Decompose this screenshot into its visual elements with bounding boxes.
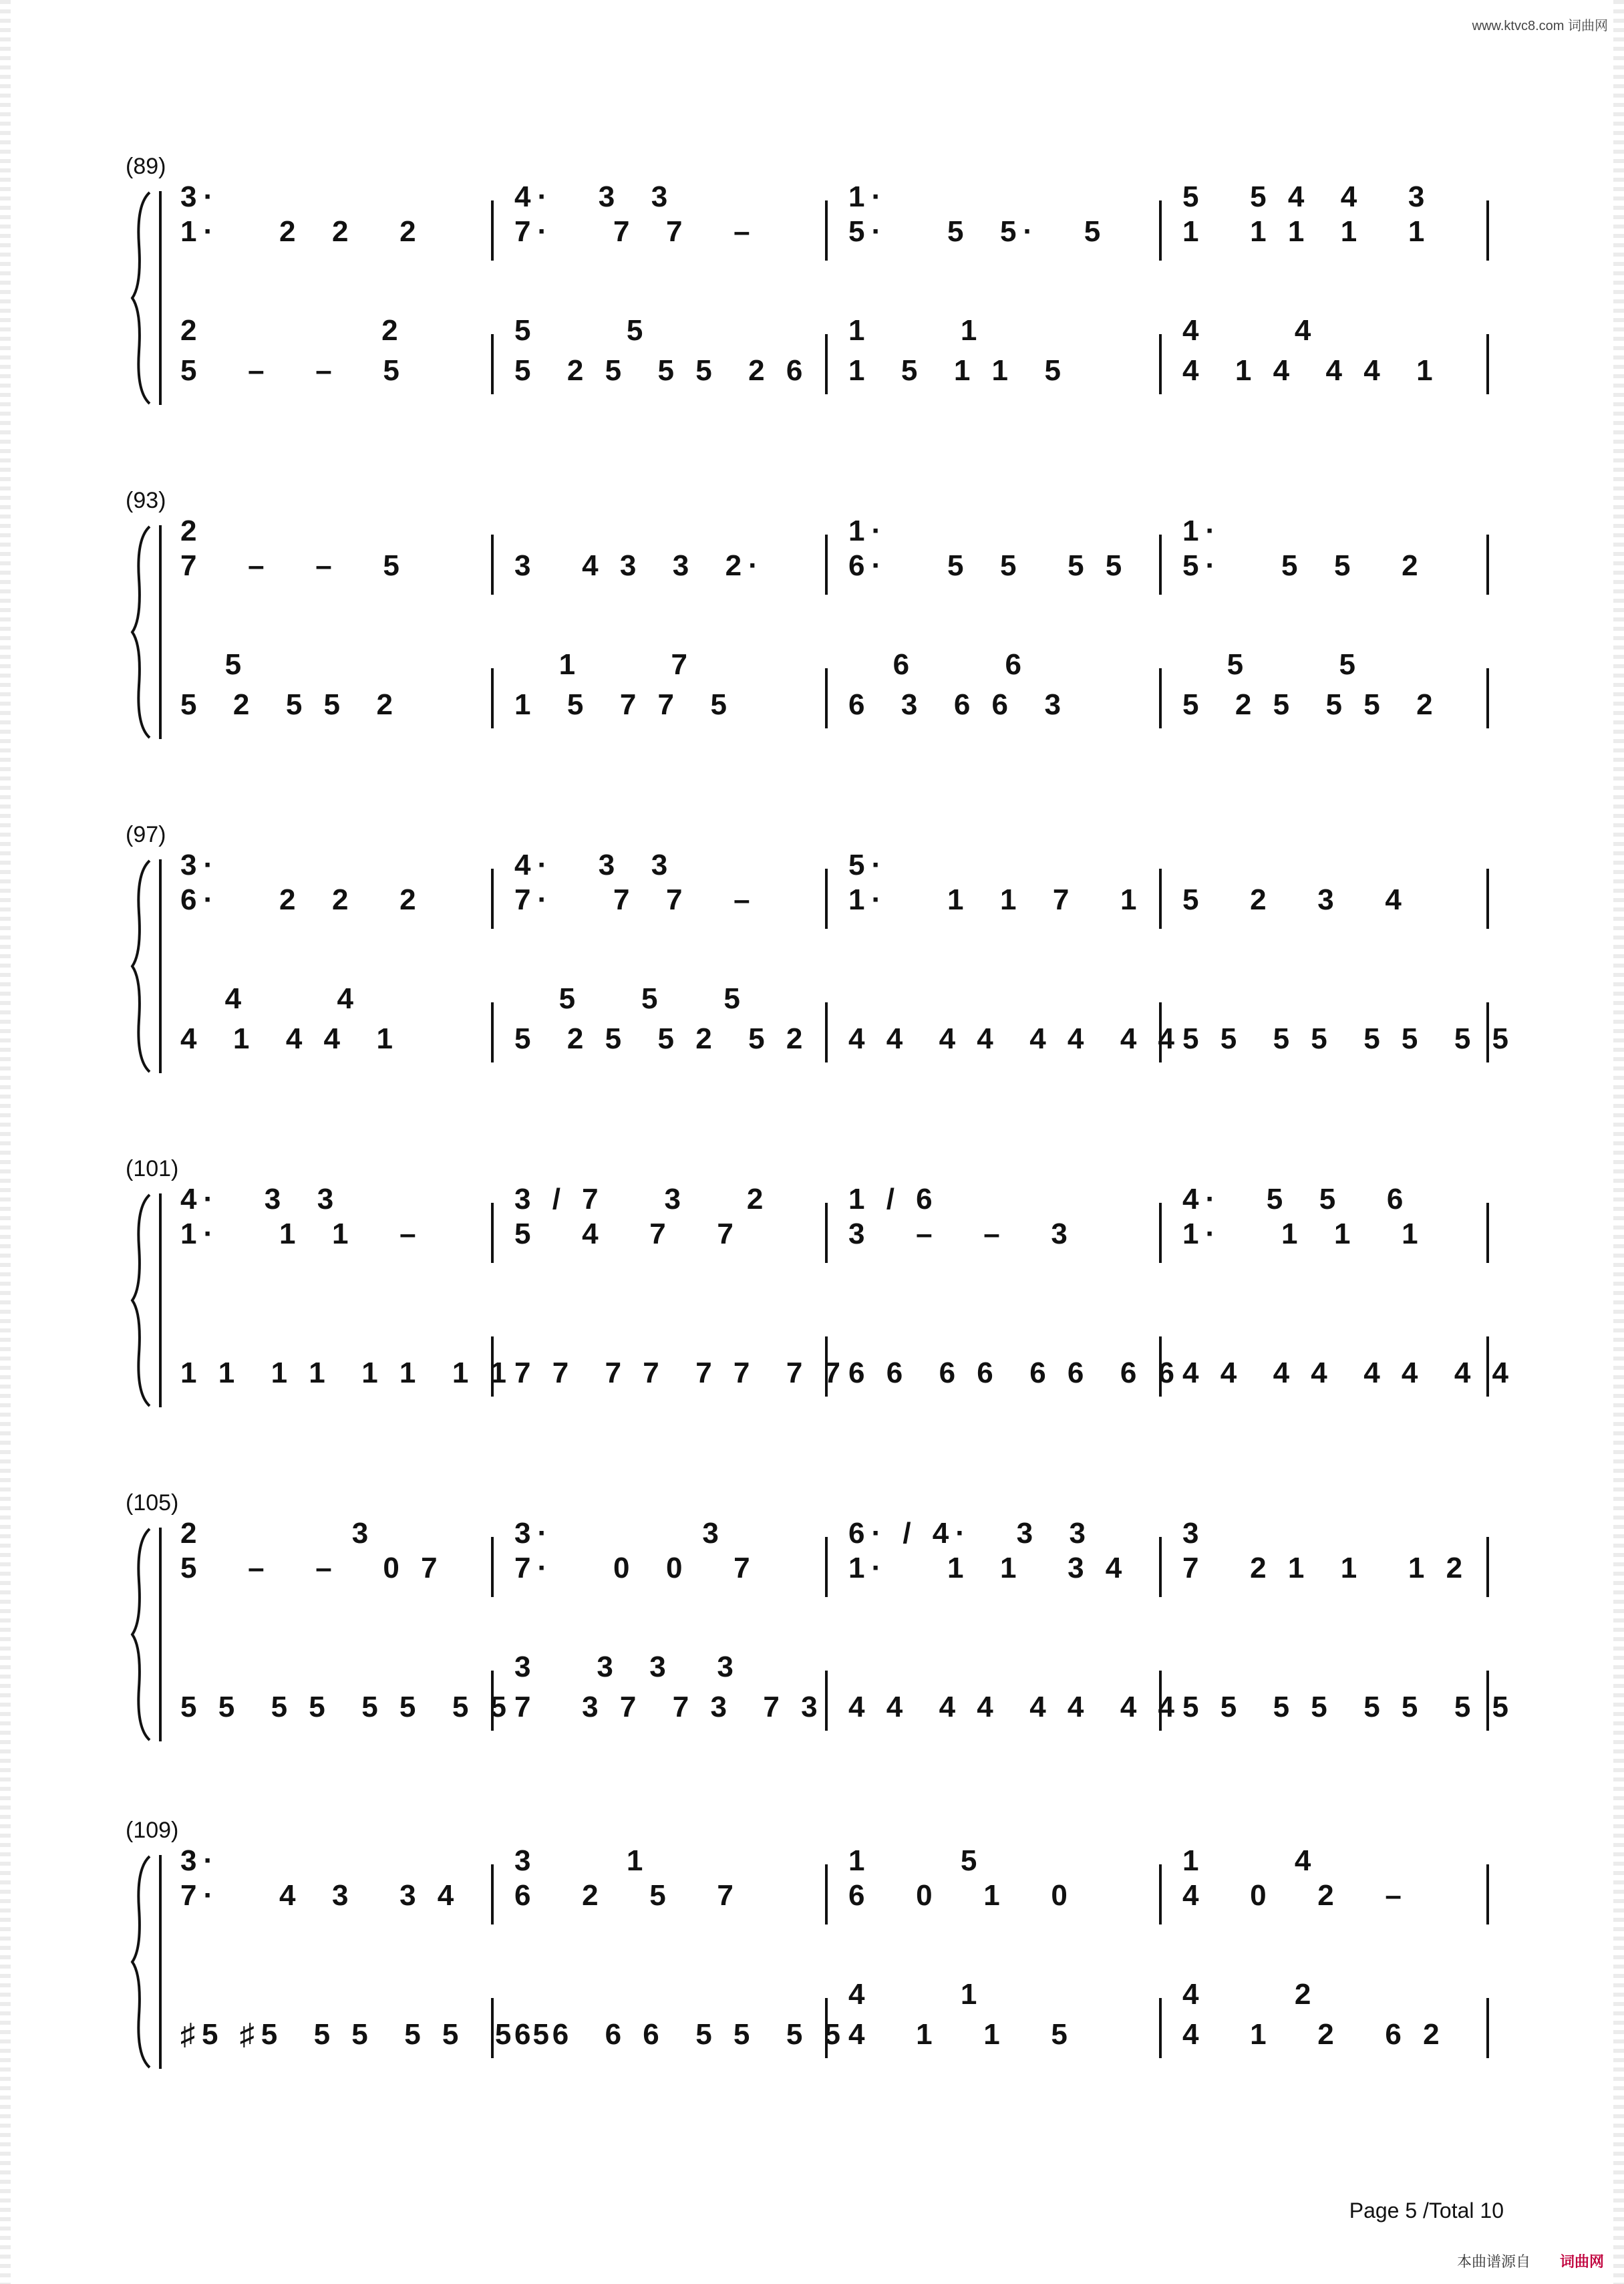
measure-number: (109) [126, 1818, 179, 1843]
upper-top-notes: 3 [1182, 1517, 1206, 1550]
measure-number: (93) [126, 488, 166, 513]
lower-notes: 4 4 4 4 4 4 4 4 [848, 1691, 1182, 1723]
page-indicator: Page 5 /Total 10 [1349, 2198, 1504, 2223]
upper-notes: 7· 0 0 7 [514, 1552, 757, 1584]
lower-notes: 4 1 4 4 4 1 [1182, 354, 1440, 387]
upper-top-notes: 5· [848, 849, 888, 881]
lower-top-notes: 6 6 [848, 648, 1028, 681]
barline [1486, 869, 1489, 929]
system-barline [159, 525, 162, 739]
left-margin-strip [0, 0, 11, 2284]
lower-notes: 4 4 4 4 4 4 4 4 [1182, 1357, 1516, 1389]
upper-notes: 1· 2 2 2 [180, 215, 423, 248]
brace-icon [130, 859, 155, 1073]
upper-notes: 1 1 1 1 1 [1182, 215, 1432, 248]
barline [1486, 200, 1489, 261]
upper-top-notes: 2 3 [180, 1517, 375, 1550]
upper-top-notes: 4· 5 5 6 [1182, 1183, 1410, 1216]
lower-notes: 6 6 6 6 6 6 6 6 [848, 1357, 1182, 1389]
barline [1159, 1998, 1162, 2058]
upper-top-notes: 1 5 [848, 1844, 984, 1877]
upper-notes: 5 4 7 7 [514, 1218, 740, 1250]
lower-notes: 1 5 7 7 5 [514, 688, 734, 721]
lower-top-notes: 4 4 [1182, 314, 1318, 347]
barline [825, 200, 828, 261]
lower-top-notes: 3 3 3 3 [514, 1651, 740, 1683]
barline [825, 1002, 828, 1062]
brace-icon [130, 525, 155, 739]
lower-notes: 4 1 2 6 2 [1182, 2018, 1446, 2051]
lower-notes: 5 2 5 5 2 [180, 688, 399, 721]
lower-notes: ♯5 ♯5 5 5 5 5 5 5 [180, 2018, 556, 2051]
upper-top-notes: 1 / 6 [848, 1183, 939, 1216]
upper-top-notes: 2 [180, 515, 204, 547]
upper-notes: 6 0 1 0 [848, 1879, 1074, 1912]
barline [825, 668, 828, 728]
site-logo: 词曲网 [1559, 2253, 1604, 2270]
upper-top-notes: 3· [180, 849, 220, 881]
lower-notes: 4 1 1 5 [848, 2018, 1074, 2051]
lower-top-notes: 5 [180, 648, 249, 681]
system-barline [159, 1855, 162, 2069]
upper-notes: 5· 5 5· 5 [848, 215, 1108, 248]
upper-top-notes: 6· / 4· 3 3 [848, 1517, 1092, 1550]
upper-top-notes: 5 5 4 4 3 [1182, 180, 1432, 213]
upper-notes: 1· 1 1 – [180, 1218, 423, 1250]
barline [491, 334, 494, 394]
upper-notes: 7 2 1 1 1 2 [1182, 1552, 1470, 1584]
upper-notes: 5 – – 0 7 [180, 1552, 444, 1584]
site-url: www.ktvc8.com 词曲网 [1472, 19, 1608, 33]
lower-top-notes: 4 2 [1182, 1978, 1318, 2011]
lower-top-notes: 4 1 [848, 1978, 984, 2011]
lower-notes: 6 6 6 6 5 5 5 5 [514, 2018, 848, 2051]
measure-number: (89) [126, 154, 166, 179]
system [120, 822, 1516, 1089]
barline [491, 1537, 494, 1597]
barline [825, 869, 828, 929]
source-label: 本曲谱源自 [1456, 2253, 1530, 2270]
barline [825, 1671, 828, 1731]
upper-notes: 5· 5 5 2 [1182, 549, 1425, 582]
barline [1159, 869, 1162, 929]
lower-notes: 7 7 7 7 7 7 7 7 [514, 1357, 848, 1389]
upper-notes: 5 2 3 4 [1182, 883, 1408, 916]
lower-notes: 5 2 5 5 5 2 6 [514, 354, 810, 387]
system-barline [159, 191, 162, 405]
upper-top-notes: 3· [180, 1844, 220, 1877]
upper-top-notes: 4· 3 3 [514, 849, 675, 881]
lower-top-notes: 2 2 [180, 314, 405, 347]
barline [1159, 535, 1162, 595]
brace-icon [130, 1193, 155, 1407]
upper-notes: 7· 4 3 3 4 [180, 1879, 461, 1912]
lower-notes: 1 1 1 1 1 1 1 1 [180, 1357, 514, 1389]
barline [825, 1864, 828, 1924]
barline [825, 535, 828, 595]
upper-notes: 3 4 3 3 2· [514, 549, 765, 582]
lower-notes: 5 2 5 5 2 5 2 [514, 1022, 810, 1055]
brace-icon [130, 1528, 155, 1741]
lower-notes: 4 1 4 4 1 [180, 1022, 399, 1055]
upper-top-notes: 3· [180, 180, 220, 213]
system-barline [159, 859, 162, 1073]
lower-top-notes: 5 5 5 [514, 982, 747, 1015]
barline [491, 1864, 494, 1924]
barline [1486, 1864, 1489, 1924]
upper-notes: 1· 1 1 7 1 [848, 883, 1144, 916]
lower-notes: 5 – – 5 [180, 354, 406, 387]
barline [1486, 1998, 1489, 2058]
lower-notes: 5 5 5 5 5 5 5 5 [1182, 1022, 1516, 1055]
measure-number: (105) [126, 1490, 179, 1516]
lower-notes: 5 2 5 5 5 2 [1182, 688, 1440, 721]
barline [825, 334, 828, 394]
upper-top-notes: 4· 3 3 [180, 1183, 341, 1216]
upper-top-notes: 4· 3 3 [514, 180, 675, 213]
brace-icon [130, 191, 155, 405]
upper-notes: 6· 2 2 2 [180, 883, 423, 916]
upper-top-notes: 3 / 7 3 2 [514, 1183, 770, 1216]
lower-notes: 4 4 4 4 4 4 4 4 [848, 1022, 1182, 1055]
lower-top-notes: 1 7 [514, 648, 694, 681]
barline [491, 869, 494, 929]
upper-notes: 7· 7 7 – [514, 215, 757, 248]
barline [825, 1537, 828, 1597]
barline [491, 200, 494, 261]
upper-top-notes: 1· [848, 180, 888, 213]
barline [1486, 1203, 1489, 1263]
lower-top-notes: 5 5 [1182, 648, 1362, 681]
barline [491, 668, 494, 728]
barline [1159, 200, 1162, 261]
barline [1159, 334, 1162, 394]
upper-top-notes: 3· 3 [514, 1517, 725, 1550]
system-barline [159, 1193, 162, 1407]
system-barline [159, 1528, 162, 1741]
barline [491, 1203, 494, 1263]
lower-notes: 5 5 5 5 5 5 5 5 [1182, 1691, 1516, 1723]
system [120, 1490, 1516, 1757]
system [120, 1156, 1516, 1423]
upper-notes: 3 – – 3 [848, 1218, 1074, 1250]
upper-notes: 1· 1 1 3 4 [848, 1552, 1129, 1584]
system [120, 1818, 1496, 2085]
barline [1486, 334, 1489, 394]
upper-top-notes: 1· [1182, 515, 1223, 547]
lower-notes: 5 5 5 5 5 5 5 5 [180, 1691, 514, 1723]
lower-top-notes: 4 4 [180, 982, 360, 1015]
barline [1159, 1864, 1162, 1924]
system [120, 154, 1496, 421]
upper-notes: 6· 5 5 5 5 [848, 549, 1129, 582]
lower-notes: 6 3 6 6 3 [848, 688, 1068, 721]
barline [491, 535, 494, 595]
upper-notes: 4 0 2 – [1182, 1879, 1408, 1912]
upper-top-notes: 1 4 [1182, 1844, 1318, 1877]
measure-number: (97) [126, 822, 166, 847]
system [120, 488, 1496, 755]
upper-notes: 7· 7 7 – [514, 883, 757, 916]
barline [825, 1203, 828, 1263]
barline [1486, 1537, 1489, 1597]
barline [491, 1002, 494, 1062]
upper-top-notes: 1· [848, 515, 888, 547]
brace-icon [130, 1855, 155, 2069]
barline [1159, 1537, 1162, 1597]
upper-notes: 7 – – 5 [180, 549, 406, 582]
measure-number: (101) [126, 1156, 179, 1181]
barline [1486, 668, 1489, 728]
barline [1486, 535, 1489, 595]
lower-notes: 7 3 7 7 3 7 3 [514, 1691, 824, 1723]
lower-top-notes: 5 5 [514, 314, 650, 347]
right-margin-strip [1613, 0, 1624, 2284]
upper-top-notes: 3 1 [514, 1844, 650, 1877]
lower-top-notes: 1 1 [848, 314, 984, 347]
upper-notes: 6 2 5 7 [514, 1879, 740, 1912]
barline [1159, 1203, 1162, 1263]
lower-notes: 1 5 1 1 5 [848, 354, 1068, 387]
barline [1159, 668, 1162, 728]
upper-notes: 1· 1 1 1 [1182, 1218, 1425, 1250]
